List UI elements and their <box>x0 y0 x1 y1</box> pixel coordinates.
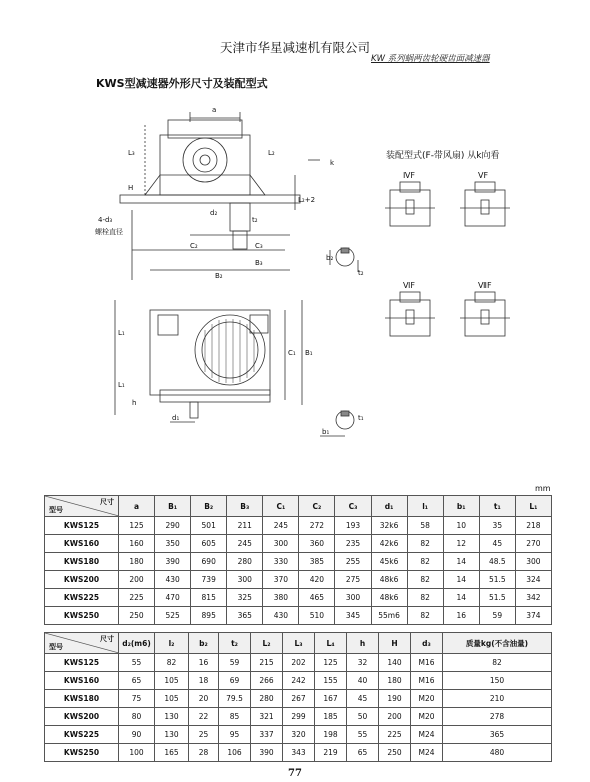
value-cell: 342 <box>515 589 551 607</box>
column-header: H <box>379 633 411 654</box>
value-cell: 160 <box>119 535 155 553</box>
dim-label: L₂ <box>268 149 275 157</box>
value-cell: 300 <box>263 535 299 553</box>
dim-label: b₂ <box>326 254 334 262</box>
corner-cell <box>45 496 119 517</box>
model-cell: KWS225 <box>45 589 119 607</box>
value-cell: 58 <box>407 517 443 535</box>
value-cell: 18 <box>189 672 219 690</box>
dim-label: L₃ <box>128 149 135 157</box>
model-cell: KWS180 <box>45 553 119 571</box>
value-cell: 245 <box>263 517 299 535</box>
dim-label: L₂+2 <box>298 196 316 204</box>
corner-bottom: 型号 <box>49 643 63 651</box>
value-cell: 200 <box>119 571 155 589</box>
column-header: 质量kg(不含油量) <box>443 633 552 654</box>
value-cell: 380 <box>263 589 299 607</box>
table-row <box>45 607 552 625</box>
table-row <box>45 726 552 744</box>
value-cell: 280 <box>251 690 283 708</box>
value-cell: 250 <box>119 607 155 625</box>
value-cell: 95 <box>219 726 251 744</box>
value-cell: 321 <box>251 708 283 726</box>
value-cell: 210 <box>443 690 552 708</box>
value-cell: 325 <box>227 589 263 607</box>
dim-label: H <box>128 184 134 192</box>
value-cell: 22 <box>189 708 219 726</box>
value-cell: 270 <box>515 535 551 553</box>
value-cell: 385 <box>299 553 335 571</box>
dim-label: d₂ <box>210 209 218 217</box>
table-header-row <box>45 633 552 654</box>
column-header: t₁ <box>479 496 515 517</box>
value-cell: 45 <box>479 535 515 553</box>
column-header: B₁ <box>155 496 191 517</box>
value-cell: 45 <box>347 690 379 708</box>
value-cell: 140 <box>379 654 411 672</box>
column-header: t₂ <box>219 633 251 654</box>
value-cell: 16 <box>189 654 219 672</box>
column-header: a <box>119 496 155 517</box>
value-cell: 167 <box>315 690 347 708</box>
table-row <box>45 708 552 726</box>
model-cell: KWS200 <box>45 708 119 726</box>
value-cell: 45k6 <box>371 553 407 571</box>
value-cell: 82 <box>407 589 443 607</box>
assembly-title: 装配型式(F-带风扇) 从k向看 <box>386 151 500 161</box>
corner-top: 尺寸 <box>100 498 114 506</box>
column-header: B₂ <box>191 496 227 517</box>
model-cell: KWS225 <box>45 726 119 744</box>
value-cell: 245 <box>227 535 263 553</box>
table-row <box>45 535 552 553</box>
dim-label: a <box>212 106 217 114</box>
dim-label: B₂ <box>215 272 223 280</box>
value-cell: 180 <box>119 553 155 571</box>
dim-label: 4-d₃ <box>98 216 113 224</box>
value-cell: 106 <box>219 744 251 762</box>
column-header: d₂(m6) <box>119 633 155 654</box>
value-cell: 12 <box>443 535 479 553</box>
dim-label: 螺栓直径 <box>95 228 123 236</box>
column-header: L₂ <box>251 633 283 654</box>
company-name: 天津市华星减速机有限公司 <box>219 40 370 55</box>
model-cell: KWS160 <box>45 672 119 690</box>
value-cell: 14 <box>443 589 479 607</box>
value-cell: 200 <box>379 708 411 726</box>
corner-top: 尺寸 <box>100 635 114 643</box>
model-cell: KWS250 <box>45 607 119 625</box>
value-cell: 51.5 <box>479 571 515 589</box>
table-row <box>45 654 552 672</box>
value-cell: M20 <box>411 690 443 708</box>
value-cell: 51.5 <box>479 589 515 607</box>
value-cell: 105 <box>155 672 189 690</box>
value-cell: M24 <box>411 726 443 744</box>
value-cell: 365 <box>443 726 552 744</box>
value-cell: 324 <box>515 571 551 589</box>
column-header: b₂ <box>189 633 219 654</box>
value-cell: 370 <box>263 571 299 589</box>
value-cell: 82 <box>155 654 189 672</box>
column-header: L₁ <box>515 496 551 517</box>
value-cell: 215 <box>251 654 283 672</box>
value-cell: M16 <box>411 672 443 690</box>
value-cell: 390 <box>251 744 283 762</box>
value-cell: 343 <box>283 744 315 762</box>
value-cell: 219 <box>315 744 347 762</box>
value-cell: 32k6 <box>371 517 407 535</box>
value-cell: 350 <box>155 535 191 553</box>
value-cell: 202 <box>283 654 315 672</box>
value-cell: 48k6 <box>371 589 407 607</box>
value-cell: 272 <box>299 517 335 535</box>
table-row <box>45 571 552 589</box>
dim-label: t₁ <box>358 414 364 422</box>
corner-cell <box>45 633 119 654</box>
column-header: d₁ <box>371 496 407 517</box>
value-cell: 430 <box>155 571 191 589</box>
value-cell: 374 <box>515 607 551 625</box>
value-cell: 480 <box>443 744 552 762</box>
corner-bottom: 型号 <box>49 506 63 514</box>
value-cell: 69 <box>219 672 251 690</box>
value-cell: 82 <box>407 607 443 625</box>
table-row <box>45 589 552 607</box>
series-name: KW 系列蜗两齿轮硬齿面减速器 <box>371 54 490 64</box>
value-cell: 510 <box>299 607 335 625</box>
column-header: L₄ <box>315 633 347 654</box>
value-cell: 690 <box>191 553 227 571</box>
table-row <box>45 553 552 571</box>
model-cell: KWS125 <box>45 654 119 672</box>
mount-label: ⅥF <box>403 281 415 290</box>
value-cell: 85 <box>219 708 251 726</box>
value-cell: 100 <box>119 744 155 762</box>
model-cell: KWS200 <box>45 571 119 589</box>
value-cell: 82 <box>407 535 443 553</box>
value-cell: 105 <box>155 690 189 708</box>
value-cell: 150 <box>443 672 552 690</box>
value-cell: 55 <box>119 654 155 672</box>
dim-label: h <box>132 399 137 407</box>
value-cell: 20 <box>189 690 219 708</box>
value-cell: 267 <box>283 690 315 708</box>
mount-label: ⅦF <box>478 281 492 290</box>
mount-label: ⅤF <box>478 171 489 180</box>
dim-label: C₂ <box>190 242 198 250</box>
value-cell: 465 <box>299 589 335 607</box>
value-cell: 211 <box>227 517 263 535</box>
value-cell: M24 <box>411 744 443 762</box>
value-cell: 14 <box>443 553 479 571</box>
value-cell: 82 <box>443 654 552 672</box>
model-cell: KWS125 <box>45 517 119 535</box>
value-cell: 35 <box>479 517 515 535</box>
value-cell: 65 <box>119 672 155 690</box>
value-cell: 32 <box>347 654 379 672</box>
page-number: 77 <box>288 768 302 779</box>
value-cell: 125 <box>119 517 155 535</box>
dim-label: B₃ <box>255 259 263 267</box>
value-cell: 390 <box>155 553 191 571</box>
value-cell: 90 <box>119 726 155 744</box>
column-header: d₃ <box>411 633 443 654</box>
dim-label: t₂ <box>358 269 364 277</box>
value-cell: 320 <box>283 726 315 744</box>
value-cell: 290 <box>155 517 191 535</box>
value-cell: 130 <box>155 726 189 744</box>
value-cell: 280 <box>227 553 263 571</box>
value-cell: 198 <box>315 726 347 744</box>
value-cell: 300 <box>227 571 263 589</box>
value-cell: 501 <box>191 517 227 535</box>
dim-label: k <box>330 159 335 167</box>
value-cell: 266 <box>251 672 283 690</box>
table-row <box>45 672 552 690</box>
value-cell: 360 <box>299 535 335 553</box>
value-cell: 48k6 <box>371 571 407 589</box>
model-cell: KWS250 <box>45 744 119 762</box>
value-cell: 79.5 <box>219 690 251 708</box>
value-cell: 190 <box>379 690 411 708</box>
value-cell: 605 <box>191 535 227 553</box>
table-header-row <box>45 496 552 517</box>
value-cell: 185 <box>315 708 347 726</box>
dim-label: L₁ <box>118 381 125 389</box>
column-header: h <box>347 633 379 654</box>
value-cell: 180 <box>379 672 411 690</box>
value-cell: 345 <box>335 607 371 625</box>
column-header: l₂ <box>155 633 189 654</box>
value-cell: 420 <box>299 571 335 589</box>
value-cell: 80 <box>119 708 155 726</box>
column-header: C₂ <box>299 496 335 517</box>
value-cell: 28 <box>189 744 219 762</box>
value-cell: 365 <box>227 607 263 625</box>
value-cell: 739 <box>191 571 227 589</box>
value-cell: 130 <box>155 708 189 726</box>
dim-label: B₁ <box>305 349 313 357</box>
value-cell: 75 <box>119 690 155 708</box>
value-cell: 300 <box>515 553 551 571</box>
page-heading: KWS型减速器外形尺寸及装配型式 <box>96 77 268 90</box>
dim-label: d₁ <box>172 414 180 422</box>
value-cell: 165 <box>155 744 189 762</box>
value-cell: 275 <box>335 571 371 589</box>
table-row <box>45 517 552 535</box>
value-cell: 525 <box>155 607 191 625</box>
value-cell: 65 <box>347 744 379 762</box>
value-cell: 16 <box>443 607 479 625</box>
value-cell: 235 <box>335 535 371 553</box>
value-cell: 300 <box>335 589 371 607</box>
dim-label: C₃ <box>255 242 263 250</box>
value-cell: 55m6 <box>371 607 407 625</box>
column-header: L₃ <box>283 633 315 654</box>
value-cell: 470 <box>155 589 191 607</box>
dim-label: C₁ <box>288 349 296 357</box>
value-cell: 193 <box>335 517 371 535</box>
table-row <box>45 744 552 762</box>
mount-label: ⅣF <box>403 171 415 180</box>
column-header: C₁ <box>263 496 299 517</box>
value-cell: 242 <box>283 672 315 690</box>
dim-label: L₁ <box>118 329 125 337</box>
value-cell: 815 <box>191 589 227 607</box>
value-cell: 255 <box>335 553 371 571</box>
value-cell: 82 <box>407 553 443 571</box>
value-cell: 10 <box>443 517 479 535</box>
value-cell: 14 <box>443 571 479 589</box>
dim-label: t₂ <box>252 216 258 224</box>
column-header: b₁ <box>443 496 479 517</box>
value-cell: 218 <box>515 517 551 535</box>
value-cell: 225 <box>379 726 411 744</box>
value-cell: 330 <box>263 553 299 571</box>
value-cell: 125 <box>315 654 347 672</box>
value-cell: 895 <box>191 607 227 625</box>
value-cell: 59 <box>479 607 515 625</box>
dim-label: b₁ <box>322 428 330 436</box>
value-cell: 42k6 <box>371 535 407 553</box>
value-cell: M20 <box>411 708 443 726</box>
dimension-table-2 <box>44 632 552 762</box>
column-header: l₁ <box>407 496 443 517</box>
column-header: B₃ <box>227 496 263 517</box>
value-cell: 337 <box>251 726 283 744</box>
unit-label: mm <box>535 484 551 493</box>
value-cell: 155 <box>315 672 347 690</box>
model-cell: KWS160 <box>45 535 119 553</box>
value-cell: 250 <box>379 744 411 762</box>
model-cell: KWS180 <box>45 690 119 708</box>
value-cell: 82 <box>407 571 443 589</box>
value-cell: 430 <box>263 607 299 625</box>
column-header: C₃ <box>335 496 371 517</box>
value-cell: 48.5 <box>479 553 515 571</box>
dimension-table-1 <box>44 495 552 625</box>
value-cell: 59 <box>219 654 251 672</box>
value-cell: 55 <box>347 726 379 744</box>
value-cell: 225 <box>119 589 155 607</box>
value-cell: 50 <box>347 708 379 726</box>
value-cell: 299 <box>283 708 315 726</box>
value-cell: 278 <box>443 708 552 726</box>
value-cell: 25 <box>189 726 219 744</box>
table-row <box>45 690 552 708</box>
value-cell: 40 <box>347 672 379 690</box>
value-cell: M16 <box>411 654 443 672</box>
